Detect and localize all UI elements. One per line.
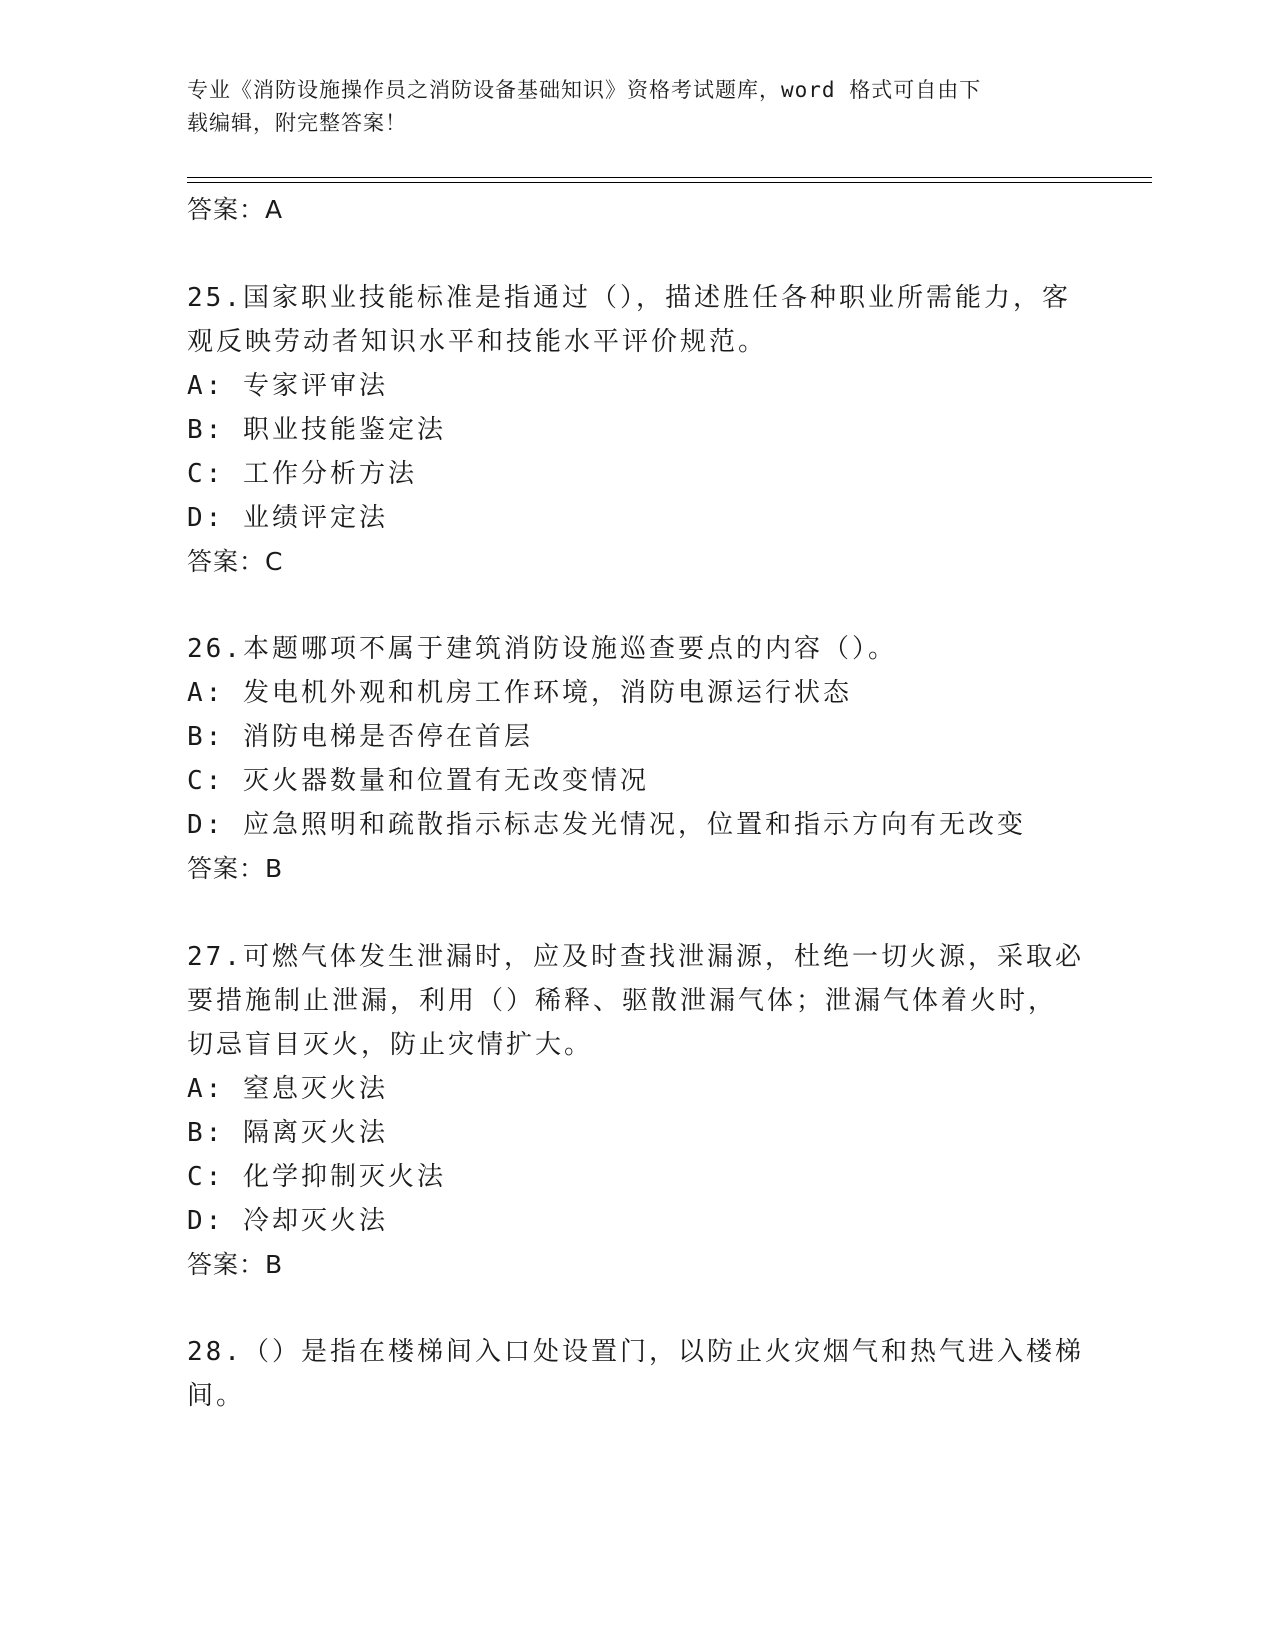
question-25-option-c: C: 工作分析方法 bbox=[187, 459, 417, 489]
header-divider-top bbox=[187, 177, 1152, 178]
question-27-option-d: D: 冷却灭火法 bbox=[187, 1206, 388, 1236]
question-26-text-line-1: 26.本题哪项不属于建筑消防设施巡查要点的内容（）。 bbox=[187, 634, 897, 664]
header-divider-bottom bbox=[187, 182, 1152, 183]
question-25-option-a: A: 专家评审法 bbox=[187, 371, 388, 401]
header-line-1: 专业《消防设施操作员之消防设备基础知识》资格考试题库，word 格式可自由下 bbox=[187, 78, 982, 102]
question-27-text-line-3: 切忌盲目灭火，防止灾情扩大。 bbox=[187, 1030, 594, 1060]
question-28-text-line-2: 间。 bbox=[187, 1381, 246, 1411]
previous-answer: 答案：A bbox=[187, 195, 284, 224]
question-25-text-line-2: 观反映劳动者知识水平和技能水平评价规范。 bbox=[187, 327, 768, 357]
question-26-option-b: B: 消防电梯是否停在首层 bbox=[187, 722, 533, 752]
question-27-option-b: B: 隔离灭火法 bbox=[187, 1118, 388, 1148]
question-26-option-a: A: 发电机外观和机房工作环境，消防电源运行状态 bbox=[187, 678, 852, 708]
question-26-option-d: D: 应急照明和疏散指示标志发光情况，位置和指示方向有无改变 bbox=[187, 810, 1026, 840]
question-25-text-line-1: 25.国家职业技能标准是指通过（），描述胜任各种职业所需能力，客 bbox=[187, 283, 1071, 313]
header-line-2: 载编辑，附完整答案！ bbox=[187, 111, 407, 135]
question-25-answer: 答案：C bbox=[187, 547, 284, 576]
question-25-option-b: B: 职业技能鉴定法 bbox=[187, 415, 446, 445]
question-27-answer: 答案：B bbox=[187, 1250, 284, 1279]
question-25-option-d: D: 业绩评定法 bbox=[187, 503, 388, 533]
question-27-text-line-2: 要措施制止泄漏，利用（）稀释、驱散泄漏气体；泄漏气体着火时， bbox=[187, 986, 1058, 1016]
question-26-answer: 答案：B bbox=[187, 854, 284, 883]
question-27-option-c: C: 化学抑制灭火法 bbox=[187, 1162, 446, 1192]
document-header bbox=[187, 74, 1067, 140]
question-28-text-line-1: 28.（）是指在楼梯间入口处设置门，以防止火灾烟气和热气进入楼梯 bbox=[187, 1337, 1084, 1367]
question-27-option-a: A: 窒息灭火法 bbox=[187, 1074, 388, 1104]
question-26-option-c: C: 灭火器数量和位置有无改变情况 bbox=[187, 766, 649, 796]
question-27-text-line-1: 27.可燃气体发生泄漏时，应及时查找泄漏源，杜绝一切火源，采取必 bbox=[187, 942, 1084, 972]
